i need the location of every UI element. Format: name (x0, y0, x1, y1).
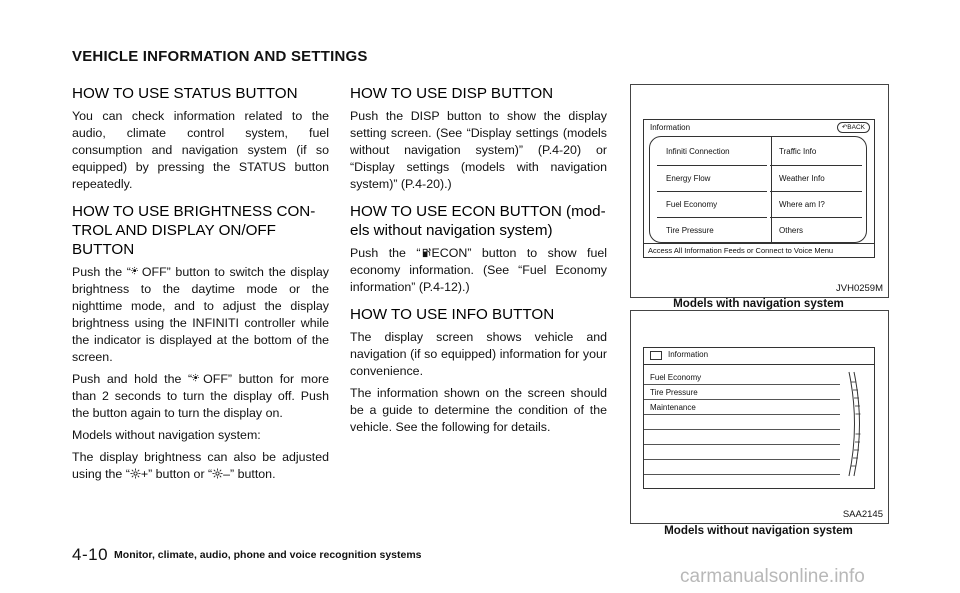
paragraph-info-2: The information shown on the screen should be a guide to determine the condition of the vehicle. See the following for details. (350, 386, 607, 434)
page-footer (72, 545, 422, 565)
info-screen-no-nav (643, 347, 875, 489)
figure-caption: Models with navigation system (673, 297, 844, 310)
p-econ-post: ECON” button to show fuel economy information. (See “Fuel Economy information” (P.4-12).) (350, 246, 607, 294)
menu-item: Tire Pressure (657, 217, 767, 243)
page-number: 4-10 (72, 545, 109, 564)
menu-item: Where am I? (770, 191, 862, 217)
menu-item: Energy Flow (657, 165, 767, 191)
screen-title: Information (650, 123, 691, 132)
brightness-moon-icon (131, 266, 142, 277)
p1-post: OFF” button to switch the display brightness to the daytime mode or the nighttime mode, and to adjust the display brightness using the INFINITI controller while the indicator is displayed at the bottom of the screen. (72, 265, 330, 364)
list-item: Tire Pressure (644, 385, 840, 400)
list-item (644, 445, 840, 460)
section-header: VEHICLE INFORMATION AND SETTINGS (72, 48, 368, 65)
figure-without-navigation (630, 310, 889, 524)
menu-item: Others (770, 217, 862, 243)
list-item: Fuel Economy (644, 370, 840, 385)
sun-icon (130, 468, 141, 479)
figure-code: JVH0259M (836, 283, 883, 294)
p4-c: –” button. (223, 467, 276, 481)
sun-icon (212, 468, 223, 479)
heading-brightness-line1: HOW TO USE BRIGHTNESS CON- (72, 203, 316, 220)
paragraph-info-1: The display screen shows vehicle and navigation (if so equipped) information for your convenience. (350, 330, 607, 378)
menu-item: Traffic Info (779, 147, 817, 156)
heading-brightness-line2: TROL AND DISPLAY ON/OFF BUTTON (72, 222, 276, 258)
paragraph-econ (350, 245, 607, 296)
list-item (644, 415, 840, 430)
info-icon (650, 351, 662, 360)
brightness-moon-icon (192, 373, 203, 384)
heading-econ-line1: HOW TO USE ECON BUTTON (mod- (350, 203, 606, 220)
p1-pre: Push the “ (72, 265, 131, 279)
p4-b: +” button or “ (140, 467, 213, 481)
menu-right-group (770, 136, 867, 243)
menu-item: Fuel Economy (657, 191, 767, 217)
heading-status: HOW TO USE STATUS BUTTON (72, 85, 298, 102)
menu-item: Infiniti Connection (666, 147, 730, 156)
paragraph-brightness-2 (72, 371, 329, 422)
paragraph-brightness-adjust (72, 449, 329, 483)
list-item (644, 430, 840, 445)
p2-post: OFF” button for more than 2 seconds to turn the display off. Push the button again to turn the display on. (72, 372, 329, 420)
menu-item: Weather Info (770, 165, 862, 191)
paragraph-disp: Push the DISP button to show the display setting screen. (See “Display settings (models without navigation system)” (P.4-20) or “Display settings (models with navigation system)” (P.4-20).) (350, 109, 607, 191)
heading-disp: HOW TO USE DISP BUTTON (350, 85, 554, 102)
screen-header (644, 348, 874, 365)
heading-info: HOW TO USE INFO BUTTON (350, 306, 555, 323)
paragraph-models-without-nav: Models without navigation system: (72, 428, 261, 442)
column-left (72, 84, 329, 488)
figure-with-navigation (630, 84, 889, 298)
scroll-indicator (846, 370, 866, 478)
list-item (644, 460, 840, 475)
p2-pre: Push and hold the “ (72, 372, 193, 386)
paragraph-status: You can check information related to the audio, climate control system, fuel consumption and navigation system (if so equipped) by pressing the STATUS button repeatedly. (72, 109, 329, 191)
econ-pump-icon (421, 247, 432, 258)
watermark: carmanualsonline.info (680, 566, 865, 587)
back-button-label: BACK (847, 124, 865, 131)
paragraph-brightness-1 (72, 264, 329, 366)
back-button: ↶BACK (837, 122, 870, 133)
list-item: Maintenance (644, 400, 840, 415)
info-screen-nav (643, 119, 875, 258)
p4-a: The display brightness can also be adjusted using the “ (72, 450, 329, 481)
screen-footer-hint: Access All Information Feeds or Connect to Voice Menu (644, 243, 874, 257)
heading-brightness (72, 202, 329, 259)
figure-code: SAA2145 (842, 509, 883, 520)
heading-econ-line2: els without navigation system) (350, 222, 553, 239)
heading-econ (350, 202, 607, 240)
footer-title: Monitor, climate, audio, phone and voice recognition systems (114, 549, 422, 561)
screen-title: Information (668, 350, 709, 359)
menu-left-group (649, 136, 772, 243)
p-econ-pre: Push the “ (350, 246, 421, 260)
figure-caption: Models without navigation system (664, 524, 853, 537)
column-middle (350, 84, 607, 441)
